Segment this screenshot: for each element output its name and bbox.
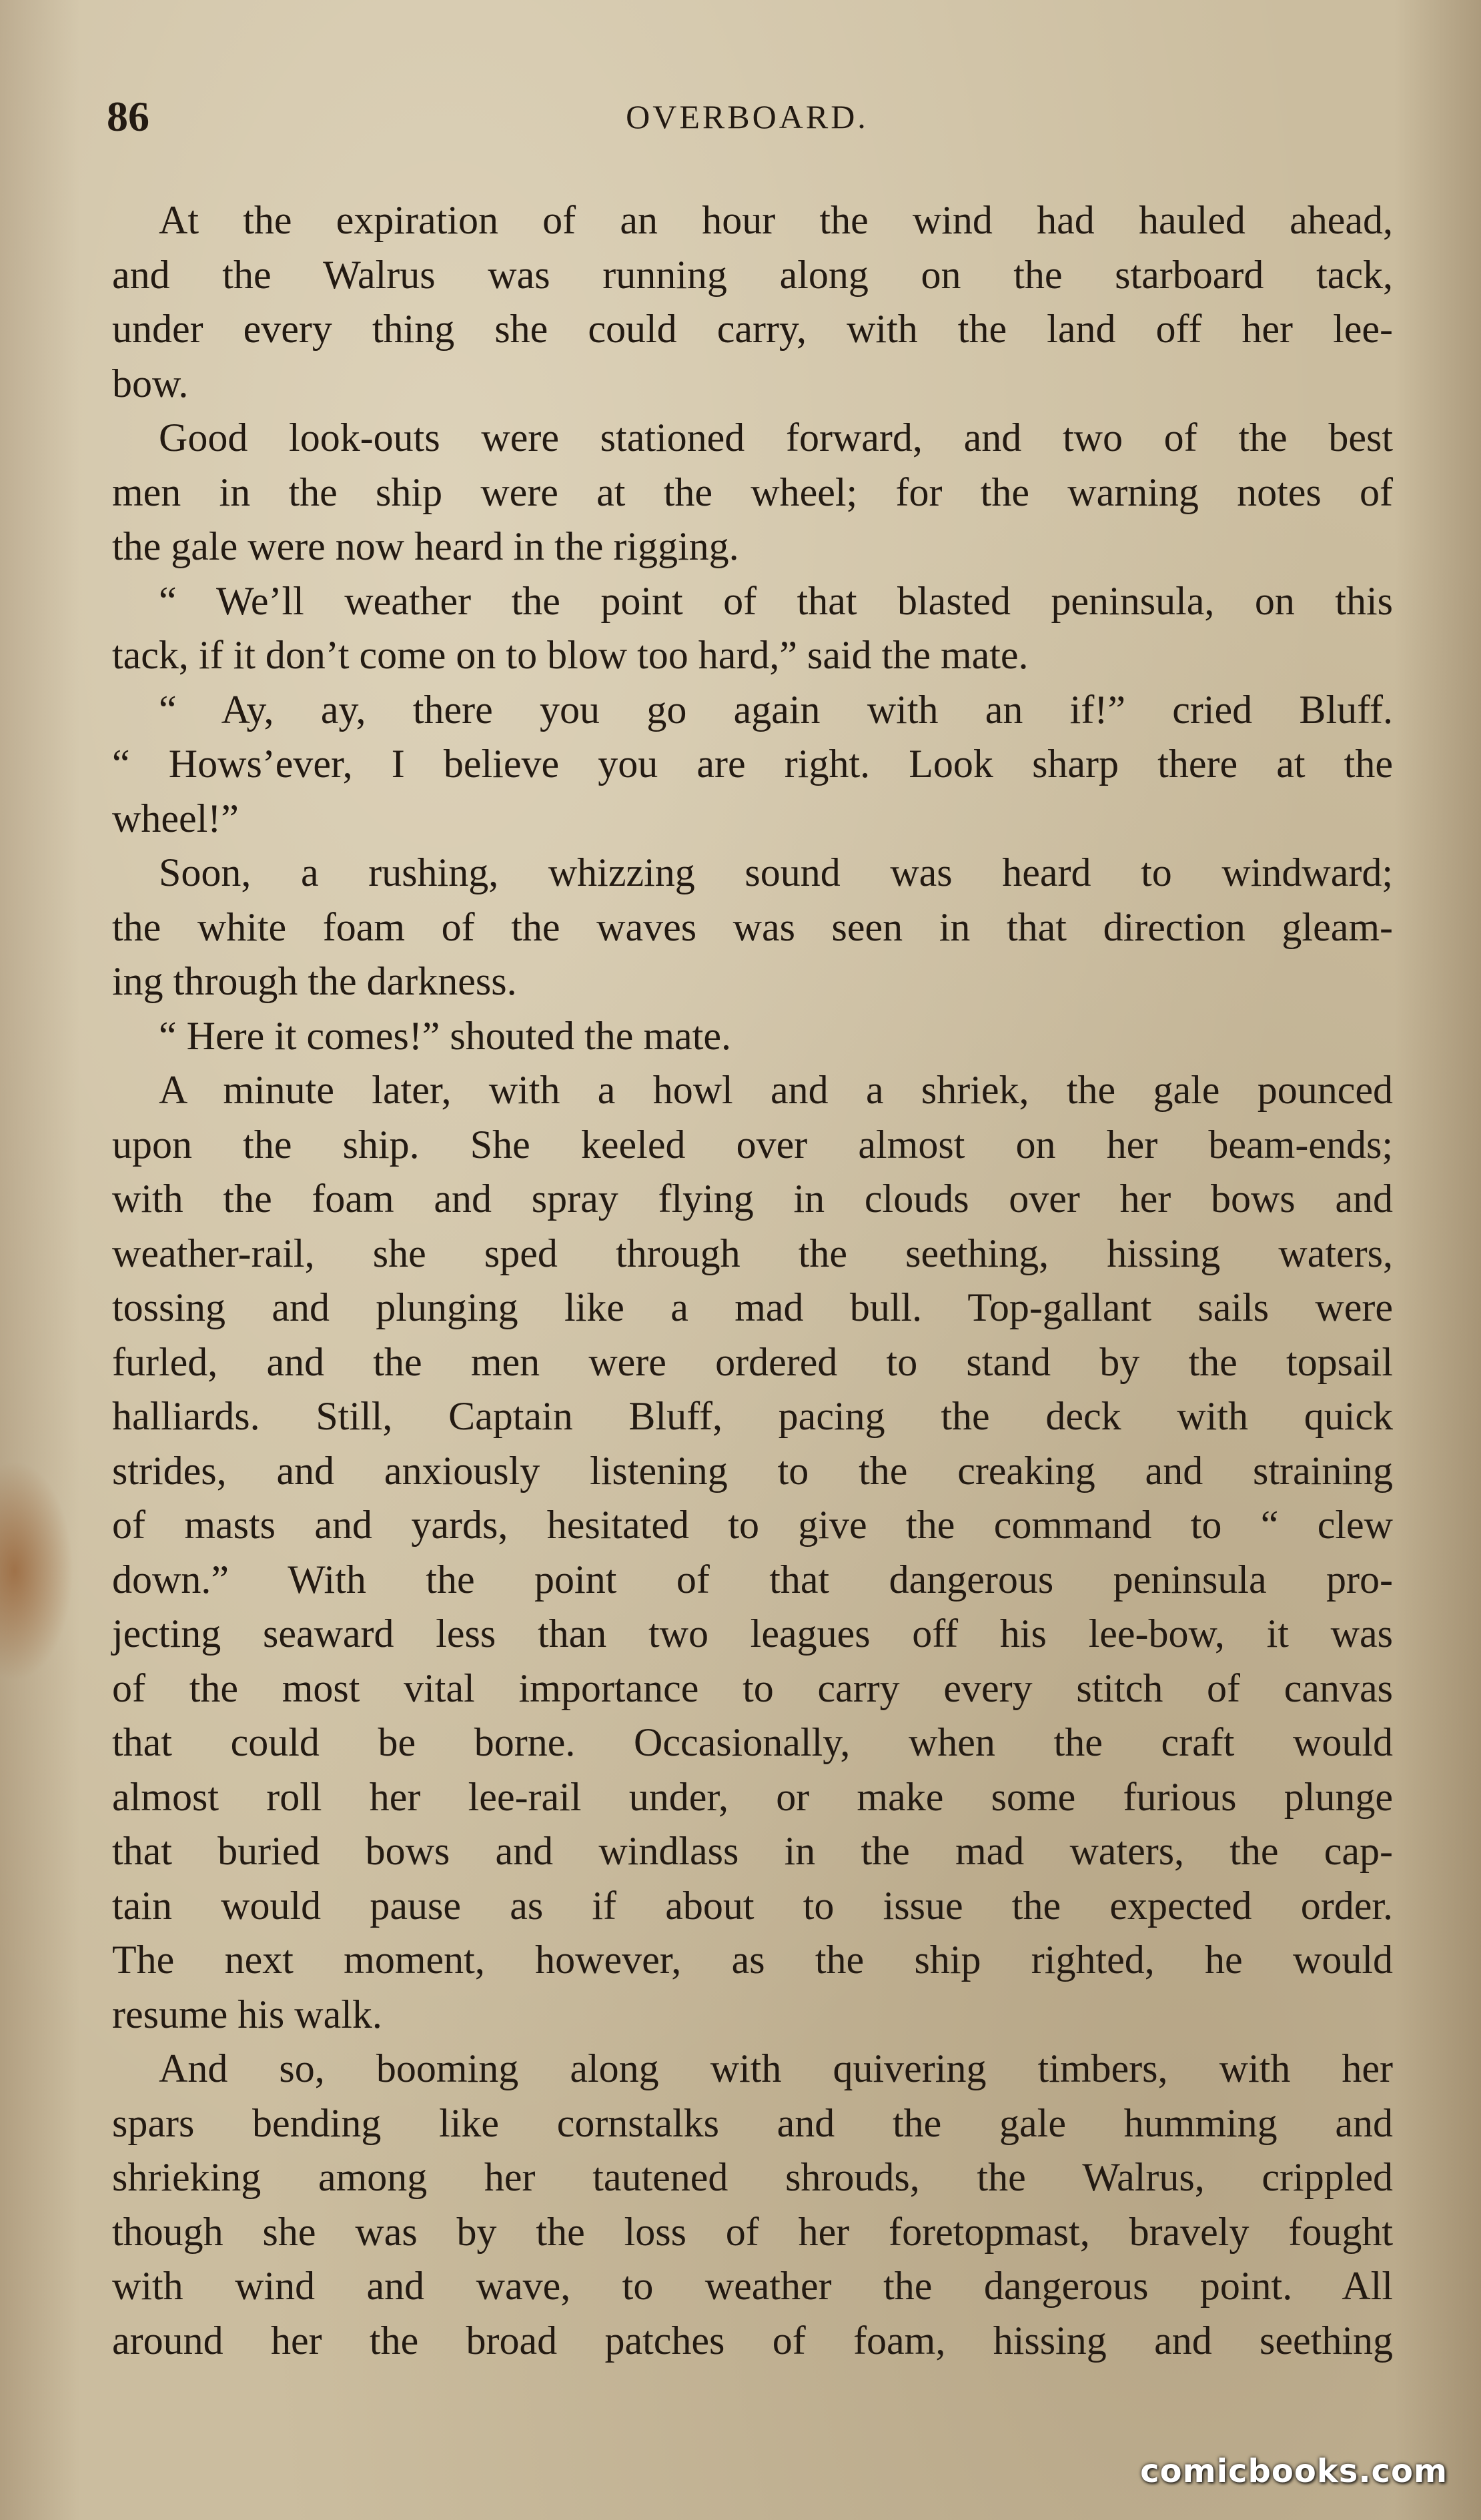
text-line: “ Hows’ever, I believe you are right. Look sharp there at the (112, 742, 1393, 786)
text-line: around her the broad patches of foam, hissing and seething (112, 2318, 1393, 2363)
text-line: “ Here it comes!” shouted the mate. (159, 1013, 731, 1058)
text-line: almost roll her lee-rail under, or make some furious plunge (112, 1774, 1393, 1819)
page-number: 86 (107, 93, 149, 140)
text-line: “ We’ll weather the point of that blasted peninsula, on this (159, 578, 1393, 623)
text-line: with wind and wave, to weather the dangerous point. All (112, 2264, 1393, 2308)
text-line: Good look-outs were stationed forward, and two of the best (159, 416, 1393, 460)
text-line: tain would pause as if about to issue the expected order. (112, 1883, 1393, 1928)
text-line: bow. (112, 361, 189, 406)
page-stain (0, 1461, 73, 1681)
text-line: At the expiration of an hour the wind had hauled ahead, (159, 198, 1393, 242)
page-header (107, 90, 1388, 143)
text-line: of masts and yards, hesitated to give the command to “ clew (112, 1503, 1393, 1547)
text-line: halliards. Still, Captain Bluff, pacing the deck with quick (112, 1394, 1393, 1438)
text-line: Soon, a rushing, whizzing sound was heard to windward; (159, 850, 1393, 894)
running-head: OVERBOARD. (626, 98, 869, 135)
text-line: down.” With the point of that dangerous peninsula pro- (112, 1557, 1393, 1602)
text-line: men in the ship were at the wheel; for the warning notes of (112, 470, 1393, 514)
text-line: tack, if it don’t come on to blow too hard,” said the mate. (112, 633, 1029, 677)
text-line: shrieking among her tautened shrouds, the Walrus, crippled (112, 2155, 1393, 2199)
text-line: resume his walk. (112, 1992, 382, 2036)
text-line: strides, and anxiously listening to the creaking and straining (112, 1448, 1393, 1493)
text-line: jecting seaward less than two leagues off his lee-bow, it was (112, 1612, 1393, 1656)
body-text (112, 193, 1393, 2368)
text-line: furled, and the men were ordered to stand by the topsail (112, 1339, 1393, 1384)
text-line: upon the ship. She keeled over almost on her beam-ends; (112, 1122, 1393, 1167)
text-line: with the foam and spray flying in clouds over her bows and (112, 1177, 1393, 1221)
text-line: the white foam of the waves was seen in that direction gleam- (112, 904, 1393, 949)
text-line: and the Walrus was running along on the starboard tack, (112, 252, 1393, 297)
text-line: the gale were now heard in the rigging. (112, 524, 739, 568)
text-line: The next moment, however, as the ship righted, he would (112, 1938, 1393, 1982)
text-line: tossing and plunging like a mad bull. Top-gallant sails were (112, 1285, 1393, 1329)
text-line: that buried bows and windlass in the mad waters, the cap- (112, 1829, 1393, 1873)
text-line: though she was by the loss of her foretopmast, bravely fought (112, 2209, 1393, 2254)
text-line: And so, booming along with quivering timbers, with her (159, 2046, 1393, 2090)
text-line: of the most vital importance to carry every stitch of canvas (112, 1666, 1393, 1710)
text-line: wheel!” (112, 796, 239, 840)
text-line: ing through the darkness. (112, 959, 517, 1003)
watermark: comicbooks.com (1140, 2453, 1448, 2490)
text-line: weather-rail, she sped through the seething, hissing waters, (112, 1231, 1393, 1275)
text-line: under every thing she could carry, with the land off her lee- (112, 307, 1393, 351)
text-line: spars bending like cornstalks and the gale humming and (112, 2100, 1393, 2145)
text-line: A minute later, with a howl and a shriek, the gale pounced (159, 1068, 1393, 1112)
text-line: “ Ay, ay, there you go again with an if!” cried Bluff. (159, 687, 1393, 732)
text-line: that could be borne. Occasionally, when the craft would (112, 1720, 1393, 1764)
